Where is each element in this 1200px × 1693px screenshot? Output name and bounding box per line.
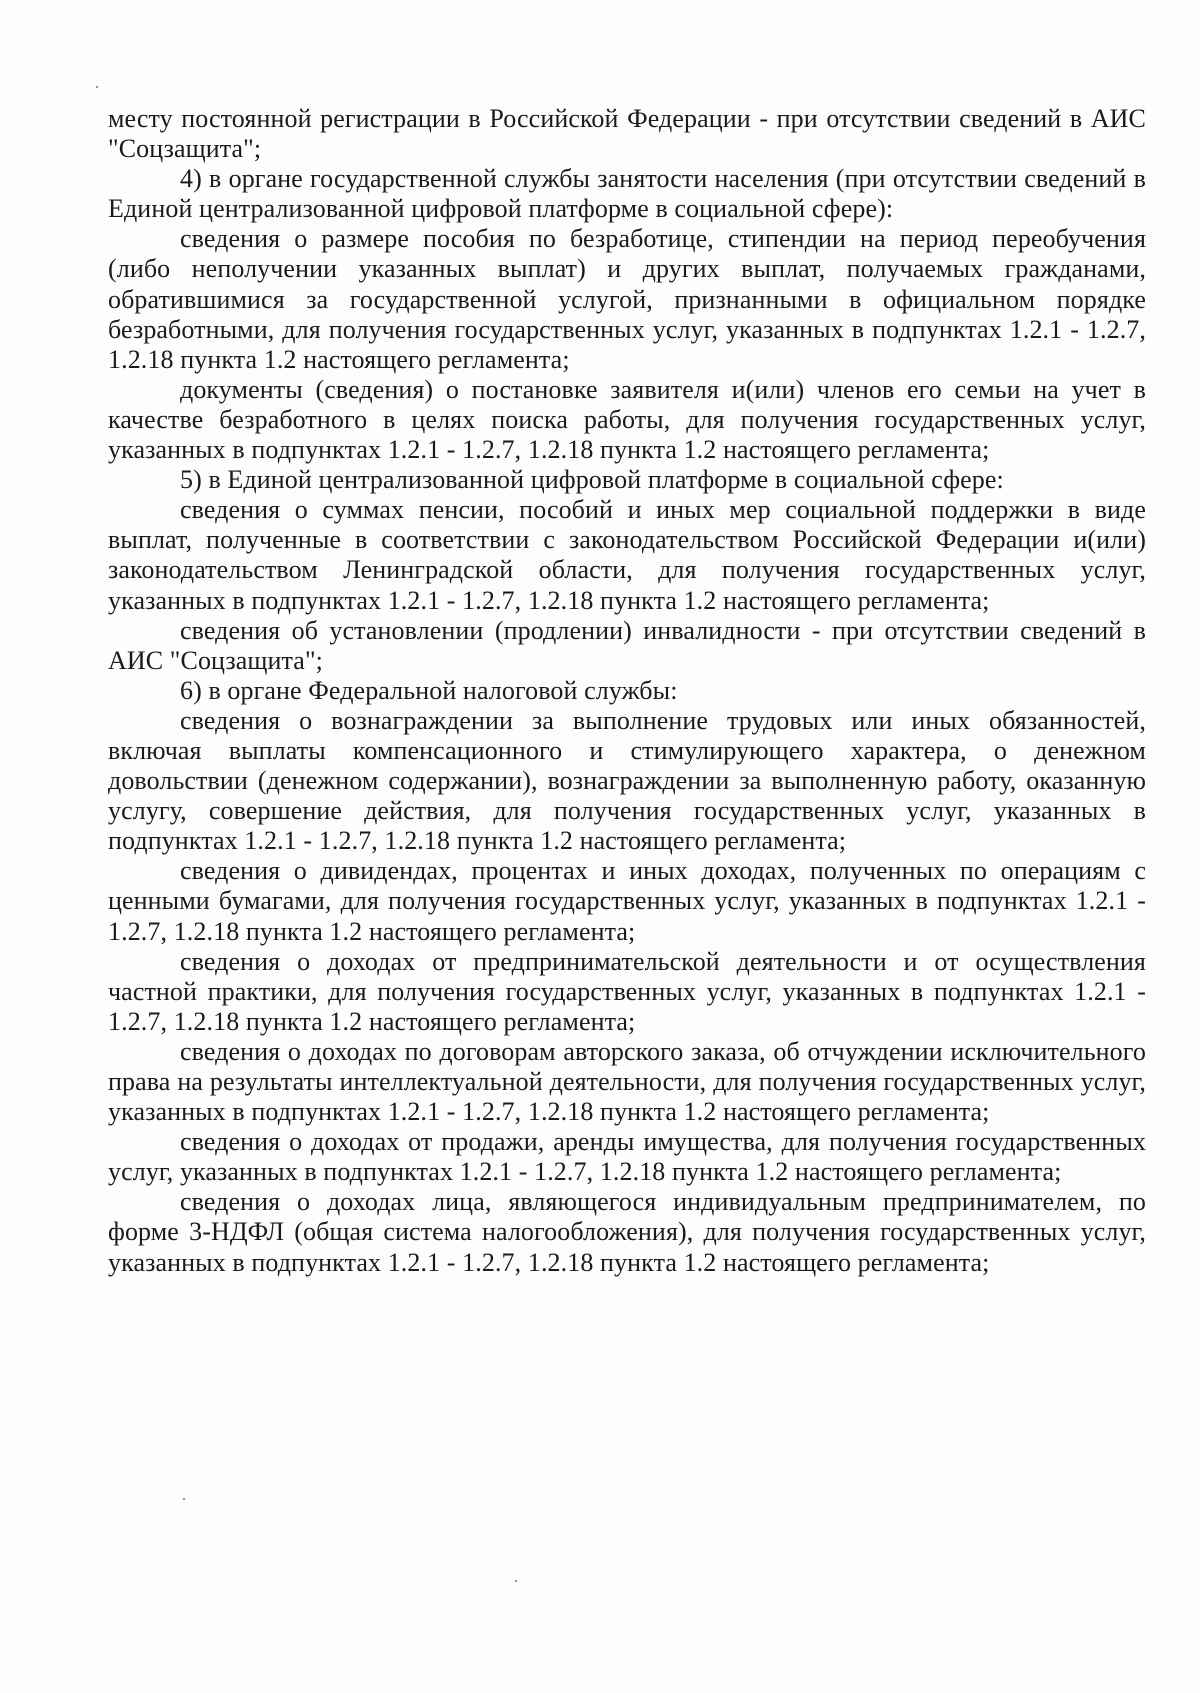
paragraph: сведения о доходах по договорам авторского заказа, об отчуждении исключительного права на результаты интеллектуальной деятельности, для получения государственных услуг, указанных в подпунктах 1.2.1 - 1.2.7, 1.2.18 пункта 1.2 настоящего регламента; [108,1036,1146,1127]
paragraph: сведения о доходах от продажи, аренды имущества, для получения государственных услуг, указанных в подпунктах 1.2.1 - 1.2.7, 1.2.18 пункта 1.2 настоящего регламента; [108,1127,1146,1187]
scan-speck [515,1580,517,1582]
paragraph: сведения о вознаграждении за выполнение трудовых или иных обязанностей, включая выплаты компенсационного и стимулирующего характера, о денежном довольствии (денежном содержании), вознаграждении за выполненную работу, оказанную услугу, совершение действия, для получения государственных услуг, указанных в подпунктах 1.2.1 - 1.2.7, 1.2.18 пункта 1.2 настоящего регламента; [108,705,1146,856]
paragraph: сведения о дивидендах, процентах и иных доходах, полученных по операциям с ценными бумагами, для получения государственных услуг, указанных в подпунктах 1.2.1 - 1.2.7, 1.2.18 пункта 1.2 настоящего регламента; [108,856,1146,946]
paragraph: документы (сведения) о постановке заявителя и(или) членов его семьи на учет в качестве безработного в целях поиска работы, для получения государственных услуг, указанных в подпунктах 1.2.1 - 1.2.7, 1.2.18 пункта 1.2 настоящего регламента; [108,374,1146,465]
paragraph: 5) в Единой централизованной цифровой платформе в социальной сфере: [180,465,1004,495]
paragraph: сведения о размере пособия по безработице, стипендии на период переобучения (либо неполучении указанных выплат) и других выплат, получаемых гражданами, обратившимися за государственной услугой, признанными в официальном порядке безработными, для получения государственных услуг, указанных в подпунктах 1.2.1 - 1.2.7, 1.2.18 пункта 1.2 настоящего регламента; [108,224,1146,374]
paragraph: сведения о доходах лица, являющегося индивидуальным предпринимателем, по форме 3-НДФЛ (общая система налогообложения), для получения государственных услуг, указанных в подпунктах 1.2.1 - 1.2.7, 1.2.18 пункта 1.2 настоящего регламента; [108,1187,1146,1277]
paragraph: сведения об установлении (продлении) инвалидности - при отсутствии сведений в АИС "Соцзащита"; [108,615,1146,675]
paragraph: 4) в органе государственной службы занятости населения (при отсутствии сведений в Единой централизованной цифровой платформе в социальной сфере): [108,164,1146,224]
scan-speck [96,86,98,88]
paragraph: сведения о суммах пенсии, пособий и иных мер социальной поддержки в виде выплат, полученные в соответствии с законодательством Российской Федерации и(или) законодательством Ленинградской области, для получения государственных услуг, указанных в подпунктах 1.2.1 - 1.2.7, 1.2.18 пункта 1.2 настоящего регламента; [108,495,1146,615]
scan-speck [183,1498,185,1500]
paragraph: сведения о доходах от предпринимательской деятельности и от осуществления частной практики, для получения государственных услуг, указанных в подпунктах 1.2.1 - 1.2.7, 1.2.18 пункта 1.2 настоящего регламента; [108,946,1146,1036]
document-body [108,104,1146,1278]
paragraph: 6) в органе Федеральной налоговой службы: [180,675,678,705]
paragraph: месту постоянной регистрации в Российской Федерации - при отсутствии сведений в АИС "Соцзащита"; [108,104,1146,164]
